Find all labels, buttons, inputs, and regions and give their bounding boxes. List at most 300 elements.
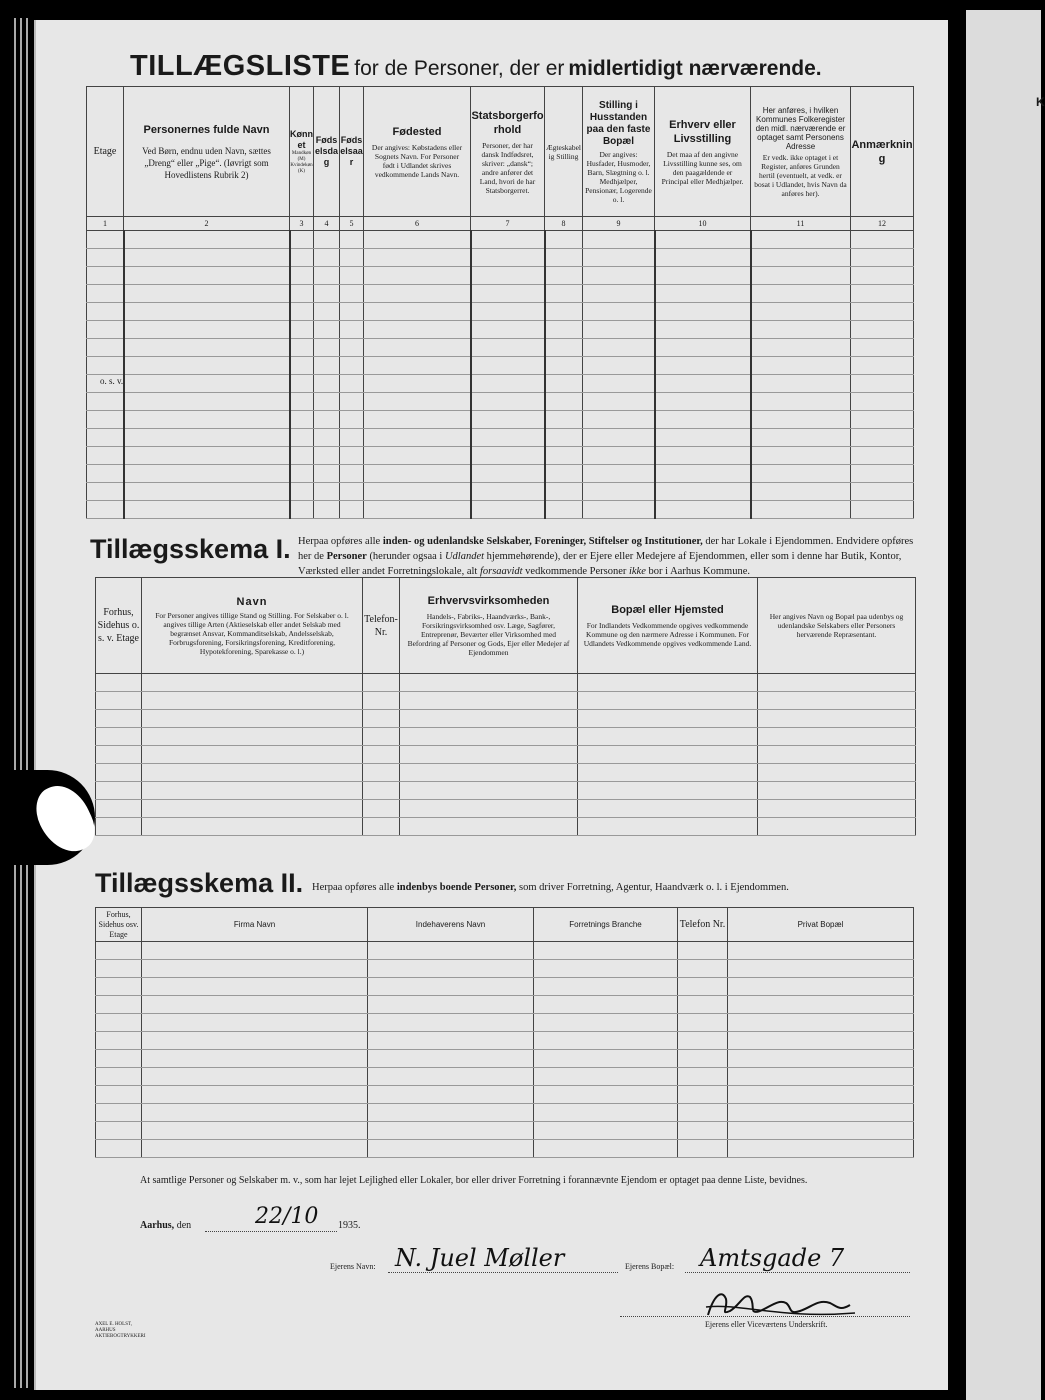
blank-cell[interactable] [655,357,751,375]
blank-cell[interactable] [87,447,124,465]
blank-cell[interactable] [368,1050,534,1068]
blank-cell[interactable] [87,285,124,303]
blank-cell[interactable] [678,1104,728,1122]
blank-cell[interactable] [678,996,728,1014]
blank-cell[interactable] [142,692,363,710]
blank-cell[interactable] [534,1086,678,1104]
blank-cell[interactable] [87,501,124,519]
blank-cell[interactable] [851,393,914,411]
blank-cell[interactable] [363,782,400,800]
blank-cell[interactable] [96,818,142,836]
blank-cell[interactable] [314,411,340,429]
blank-cell[interactable] [142,674,363,692]
blank-cell[interactable] [340,267,364,285]
blank-cell[interactable] [655,483,751,501]
blank-cell[interactable] [314,483,340,501]
blank-cell[interactable] [678,1086,728,1104]
blank-cell[interactable] [583,429,655,447]
blank-cell[interactable] [400,674,578,692]
blank-cell[interactable] [96,1086,142,1104]
blank-cell[interactable] [471,447,545,465]
blank-cell[interactable] [545,357,583,375]
blank-cell[interactable] [400,746,578,764]
blank-cell[interactable] [142,782,363,800]
blank-cell[interactable] [340,357,364,375]
blank-cell[interactable] [471,429,545,447]
blank-cell[interactable] [124,231,290,249]
blank-cell[interactable] [96,1140,142,1158]
blank-cell[interactable] [751,339,851,357]
blank-cell[interactable] [678,960,728,978]
blank-cell[interactable] [534,978,678,996]
blank-cell[interactable] [340,447,364,465]
blank-cell[interactable] [363,728,400,746]
blank-cell[interactable] [851,321,914,339]
blank-cell[interactable] [678,1050,728,1068]
blank-cell[interactable] [290,447,314,465]
blank-cell[interactable] [124,357,290,375]
blank-cell[interactable] [363,692,400,710]
blank-cell[interactable] [578,710,758,728]
blank-cell[interactable] [364,465,471,483]
blank-cell[interactable] [340,303,364,321]
blank-cell[interactable] [400,710,578,728]
blank-cell[interactable] [545,447,583,465]
blank-cell[interactable] [87,465,124,483]
blank-cell[interactable] [364,501,471,519]
blank-cell[interactable] [290,429,314,447]
blank-cell[interactable] [583,411,655,429]
blank-cell[interactable] [290,357,314,375]
blank-cell[interactable] [583,303,655,321]
blank-cell[interactable] [471,267,545,285]
blank-cell[interactable] [655,339,751,357]
blank-cell[interactable] [758,710,916,728]
blank-cell[interactable] [364,429,471,447]
blank-cell[interactable] [758,728,916,746]
blank-cell[interactable] [124,429,290,447]
blank-cell[interactable] [578,692,758,710]
blank-cell[interactable] [124,375,290,393]
blank-cell[interactable] [851,483,914,501]
blank-cell[interactable] [851,357,914,375]
blank-cell[interactable] [314,375,340,393]
blank-cell[interactable] [364,231,471,249]
blank-cell[interactable] [314,285,340,303]
blank-cell[interactable] [340,501,364,519]
blank-cell[interactable] [751,249,851,267]
blank-cell[interactable] [655,267,751,285]
blank-cell[interactable] [87,321,124,339]
blank-cell[interactable] [751,465,851,483]
blank-cell[interactable] [290,249,314,267]
blank-cell[interactable] [363,800,400,818]
blank-cell[interactable] [142,1068,368,1086]
blank-cell[interactable] [368,1032,534,1050]
blank-cell[interactable] [290,303,314,321]
blank-cell[interactable] [142,978,368,996]
blank-cell[interactable] [655,411,751,429]
blank-cell[interactable] [678,1032,728,1050]
blank-cell[interactable] [471,249,545,267]
blank-cell[interactable] [400,818,578,836]
blank-cell[interactable] [534,1068,678,1086]
blank-cell[interactable] [368,942,534,960]
blank-cell[interactable] [758,674,916,692]
blank-cell[interactable] [471,393,545,411]
blank-cell[interactable] [851,267,914,285]
blank-cell[interactable] [534,1050,678,1068]
blank-cell[interactable] [851,411,914,429]
blank-cell[interactable] [758,692,916,710]
blank-cell[interactable] [534,1032,678,1050]
blank-cell[interactable] [87,267,124,285]
blank-cell[interactable] [87,303,124,321]
blank-cell[interactable] [290,501,314,519]
blank-cell[interactable] [364,483,471,501]
blank-cell[interactable] [368,1104,534,1122]
blank-cell[interactable] [290,411,314,429]
blank-cell[interactable] [87,429,124,447]
blank-cell[interactable] [363,764,400,782]
blank-cell[interactable] [545,267,583,285]
blank-cell[interactable] [471,501,545,519]
blank-cell[interactable] [728,1032,914,1050]
blank-cell[interactable] [728,1068,914,1086]
blank-cell[interactable] [314,465,340,483]
blank-cell[interactable] [290,321,314,339]
blank-cell[interactable] [851,303,914,321]
blank-cell[interactable] [578,764,758,782]
blank-cell[interactable] [142,1086,368,1104]
blank-cell[interactable] [363,710,400,728]
blank-cell[interactable] [142,1032,368,1050]
blank-cell[interactable] [364,375,471,393]
blank-cell[interactable] [534,996,678,1014]
blank-cell[interactable] [340,321,364,339]
blank-cell[interactable] [364,249,471,267]
blank-cell[interactable] [851,231,914,249]
blank-cell[interactable] [471,231,545,249]
blank-cell[interactable] [96,674,142,692]
blank-cell[interactable] [314,249,340,267]
blank-cell[interactable] [368,960,534,978]
blank-cell[interactable] [314,303,340,321]
blank-cell[interactable] [728,960,914,978]
blank-cell[interactable] [290,393,314,411]
blank-cell[interactable] [124,501,290,519]
blank-cell[interactable] [751,303,851,321]
blank-cell[interactable] [96,800,142,818]
blank-cell[interactable] [578,782,758,800]
blank-cell[interactable] [96,710,142,728]
blank-cell[interactable] [96,996,142,1014]
blank-cell[interactable] [578,728,758,746]
blank-cell[interactable] [471,357,545,375]
blank-cell[interactable] [655,321,751,339]
blank-cell[interactable] [545,429,583,447]
blank-cell[interactable] [655,375,751,393]
blank-cell[interactable] [142,1014,368,1032]
blank-cell[interactable] [96,942,142,960]
blank-cell[interactable] [142,1122,368,1140]
blank-cell[interactable] [728,1014,914,1032]
blank-cell[interactable] [124,339,290,357]
blank-cell[interactable] [87,357,124,375]
blank-cell[interactable] [364,321,471,339]
blank-cell[interactable] [851,375,914,393]
blank-cell[interactable] [142,1140,368,1158]
blank-cell[interactable] [583,447,655,465]
blank-cell[interactable] [96,1032,142,1050]
blank-cell[interactable] [655,465,751,483]
blank-cell[interactable] [751,285,851,303]
blank-cell[interactable] [87,231,124,249]
blank-cell[interactable] [583,483,655,501]
blank-cell[interactable] [87,339,124,357]
blank-cell[interactable] [534,1140,678,1158]
blank-cell[interactable] [142,710,363,728]
blank-cell[interactable] [368,1068,534,1086]
blank-cell[interactable] [578,746,758,764]
blank-cell[interactable] [142,800,363,818]
blank-cell[interactable] [851,447,914,465]
blank-cell[interactable] [655,249,751,267]
blank-cell[interactable] [142,942,368,960]
blank-cell[interactable] [583,231,655,249]
blank-cell[interactable] [678,978,728,996]
blank-cell[interactable] [87,393,124,411]
blank-cell[interactable] [655,447,751,465]
blank-cell[interactable] [340,249,364,267]
blank-cell[interactable] [290,465,314,483]
blank-cell[interactable] [400,782,578,800]
blank-cell[interactable] [340,285,364,303]
blank-cell[interactable] [368,978,534,996]
blank-cell[interactable] [368,1122,534,1140]
blank-cell[interactable] [534,1122,678,1140]
blank-cell[interactable] [96,1014,142,1032]
blank-cell[interactable] [364,285,471,303]
blank-cell[interactable] [583,321,655,339]
blank-cell[interactable] [545,411,583,429]
blank-cell[interactable] [751,429,851,447]
blank-cell[interactable] [678,942,728,960]
blank-cell[interactable] [758,764,916,782]
blank-cell[interactable] [340,411,364,429]
blank-cell[interactable] [290,267,314,285]
blank-cell[interactable] [545,375,583,393]
blank-cell[interactable] [96,782,142,800]
blank-cell[interactable] [368,1014,534,1032]
blank-cell[interactable] [364,303,471,321]
blank-cell[interactable] [545,303,583,321]
blank-cell[interactable] [751,483,851,501]
blank-cell[interactable] [142,728,363,746]
blank-cell[interactable] [578,818,758,836]
blank-cell[interactable] [655,393,751,411]
blank-cell[interactable] [314,267,340,285]
blank-cell[interactable] [142,1050,368,1068]
blank-cell[interactable] [142,746,363,764]
blank-cell[interactable] [758,818,916,836]
blank-cell[interactable] [96,692,142,710]
blank-cell[interactable] [583,267,655,285]
blank-cell[interactable] [545,393,583,411]
blank-cell[interactable] [851,339,914,357]
blank-cell[interactable] [400,728,578,746]
blank-cell[interactable] [142,764,363,782]
blank-cell[interactable] [851,249,914,267]
blank-cell[interactable] [340,339,364,357]
blank-cell[interactable] [96,1068,142,1086]
blank-cell[interactable] [655,429,751,447]
blank-cell[interactable] [363,674,400,692]
blank-cell[interactable] [290,483,314,501]
blank-cell[interactable] [758,782,916,800]
blank-cell[interactable] [400,800,578,818]
blank-cell[interactable] [471,483,545,501]
blank-cell[interactable] [314,429,340,447]
blank-cell[interactable] [124,465,290,483]
blank-cell[interactable] [851,501,914,519]
blank-cell[interactable] [96,1122,142,1140]
blank-cell[interactable] [96,960,142,978]
blank-cell[interactable] [545,339,583,357]
blank-cell[interactable] [851,429,914,447]
blank-cell[interactable] [364,267,471,285]
blank-cell[interactable] [545,231,583,249]
blank-cell[interactable] [364,357,471,375]
blank-cell[interactable] [758,800,916,818]
blank-cell[interactable] [583,375,655,393]
blank-cell[interactable] [751,321,851,339]
blank-cell[interactable] [751,393,851,411]
blank-cell[interactable] [728,978,914,996]
blank-cell[interactable] [728,1122,914,1140]
blank-cell[interactable] [655,285,751,303]
blank-cell[interactable] [471,303,545,321]
blank-cell[interactable] [583,393,655,411]
blank-cell[interactable] [583,339,655,357]
blank-cell[interactable] [534,1104,678,1122]
blank-cell[interactable] [314,231,340,249]
blank-cell[interactable] [290,231,314,249]
blank-cell[interactable] [96,978,142,996]
blank-cell[interactable] [124,411,290,429]
blank-cell[interactable] [400,764,578,782]
blank-cell[interactable] [534,942,678,960]
blank-cell[interactable] [751,501,851,519]
blank-cell[interactable] [545,465,583,483]
blank-cell[interactable] [340,375,364,393]
blank-cell[interactable] [751,231,851,249]
blank-cell[interactable] [96,764,142,782]
blank-cell[interactable] [314,393,340,411]
blank-cell[interactable] [471,375,545,393]
blank-cell[interactable] [578,800,758,818]
blank-cell[interactable] [471,411,545,429]
blank-cell[interactable] [142,960,368,978]
blank-cell[interactable] [124,321,290,339]
blank-cell[interactable] [471,465,545,483]
blank-cell[interactable] [87,411,124,429]
blank-cell[interactable] [87,249,124,267]
blank-cell[interactable] [678,1068,728,1086]
blank-cell[interactable] [124,483,290,501]
blank-cell[interactable] [124,393,290,411]
blank-cell[interactable] [290,339,314,357]
blank-cell[interactable] [87,483,124,501]
blank-cell[interactable] [96,1104,142,1122]
blank-cell[interactable] [96,1050,142,1068]
blank-cell[interactable] [314,357,340,375]
blank-cell[interactable] [364,393,471,411]
blank-cell[interactable] [751,267,851,285]
blank-cell[interactable] [290,285,314,303]
blank-cell[interactable] [363,818,400,836]
blank-cell[interactable] [751,357,851,375]
blank-cell[interactable] [678,1014,728,1032]
blank-cell[interactable] [758,746,916,764]
blank-cell[interactable] [314,321,340,339]
blank-cell[interactable] [678,1140,728,1158]
blank-cell[interactable] [728,996,914,1014]
blank-cell[interactable] [851,465,914,483]
blank-cell[interactable] [655,303,751,321]
blank-cell[interactable] [751,447,851,465]
blank-cell[interactable] [851,285,914,303]
blank-cell[interactable] [340,483,364,501]
blank-cell[interactable] [340,465,364,483]
blank-cell[interactable] [314,501,340,519]
blank-cell[interactable] [728,1086,914,1104]
blank-cell[interactable] [142,818,363,836]
blank-cell[interactable] [583,249,655,267]
blank-cell[interactable] [124,285,290,303]
blank-cell[interactable] [314,447,340,465]
blank-cell[interactable] [340,429,364,447]
blank-cell[interactable] [363,746,400,764]
blank-cell[interactable] [678,1122,728,1140]
blank-cell[interactable] [124,447,290,465]
blank-cell[interactable] [655,501,751,519]
blank-cell[interactable] [728,1104,914,1122]
blank-cell[interactable] [124,249,290,267]
blank-cell[interactable] [583,465,655,483]
blank-cell[interactable] [751,375,851,393]
blank-cell[interactable] [751,411,851,429]
blank-cell[interactable] [142,996,368,1014]
blank-cell[interactable] [368,996,534,1014]
blank-cell[interactable] [368,1140,534,1158]
blank-cell[interactable] [583,501,655,519]
blank-cell[interactable] [124,303,290,321]
blank-cell[interactable] [583,285,655,303]
blank-cell[interactable] [340,231,364,249]
blank-cell[interactable] [364,339,471,357]
blank-cell[interactable] [314,339,340,357]
blank-cell[interactable] [534,1014,678,1032]
blank-cell[interactable] [583,357,655,375]
blank-cell[interactable] [545,285,583,303]
blank-cell[interactable] [728,1140,914,1158]
blank-cell[interactable] [364,411,471,429]
blank-cell[interactable] [545,249,583,267]
blank-cell[interactable] [545,483,583,501]
blank-cell[interactable] [142,1104,368,1122]
blank-cell[interactable] [96,746,142,764]
